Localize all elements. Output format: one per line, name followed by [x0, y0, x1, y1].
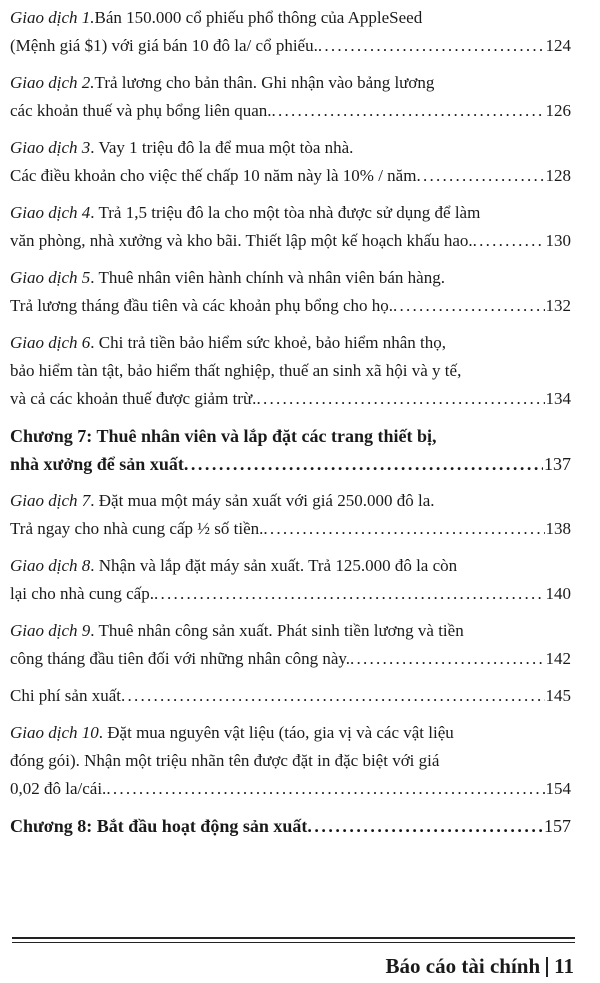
- toc-entry-line: [10, 329, 571, 357]
- toc-entry: [10, 199, 571, 255]
- footer-title: Báo cáo tài chính: [385, 954, 541, 978]
- toc-entry-label: Giao dịch 6: [10, 333, 91, 352]
- toc-page-number: 140: [545, 584, 571, 603]
- toc-entry-text: . Nhận và lắp đặt máy sản xuất. Trả 125.000 đô la còn: [90, 556, 458, 575]
- toc-entry-line: [10, 264, 571, 292]
- toc-entry-last-line: [10, 580, 571, 608]
- toc-entry-text: . Đặt mua một máy sản xuất với giá 250.000 đô la.: [90, 491, 435, 510]
- toc-entry-last-line: [10, 775, 571, 803]
- toc-entry-label: Giao dịch 3: [10, 138, 91, 157]
- toc-entry-line: [10, 69, 571, 97]
- toc-entry: [10, 719, 571, 803]
- toc-entry-text: . Thuê nhân công sản xuất. Phát sinh tiền lương và tiền: [90, 621, 464, 640]
- toc-entry-line: [10, 747, 571, 775]
- toc-page-number: 145: [545, 686, 571, 705]
- toc-page-number: 134: [545, 389, 571, 408]
- toc-entry-label: Giao dịch 10: [10, 723, 99, 742]
- toc-entry-line: [10, 487, 571, 515]
- toc-page-number: 142: [545, 649, 571, 668]
- dot-leader: [184, 450, 543, 478]
- toc-entry-line: [10, 199, 571, 227]
- toc-entry: [10, 617, 571, 673]
- dot-leader: [393, 292, 545, 320]
- dot-leader: [121, 682, 545, 710]
- dot-leader: [154, 580, 545, 608]
- toc-chapter-entry: [10, 422, 571, 478]
- toc-entry: [10, 4, 571, 60]
- dot-leader: [272, 97, 545, 125]
- toc-entry-last-line: [10, 227, 571, 255]
- toc-entry: [10, 552, 571, 608]
- toc-page-number: 154: [545, 779, 571, 798]
- toc-entry-text: đóng gói). Nhận một triệu nhãn tên được đặt in đặc biệt với giá: [10, 751, 440, 770]
- toc-entry: [10, 487, 571, 543]
- toc-entry-text: Trả lương tháng đầu tiên và các khoản phụ bổng cho họ.: [10, 296, 393, 315]
- toc-page-number: 130: [545, 231, 571, 250]
- dot-leader: [307, 812, 543, 840]
- toc-entry-last-line: [10, 385, 571, 413]
- toc-entry-label: Giao dịch 8: [10, 556, 91, 575]
- toc-entry-text: công tháng đầu tiên đối với những nhân công này.: [10, 649, 351, 668]
- toc-page-number: 124: [545, 36, 571, 55]
- toc-entry-text: . Trả 1,5 triệu đô la cho một tòa nhà được sử dụng để làm: [90, 203, 481, 222]
- toc-entry-text: 0,02 đô la/cái.: [10, 779, 107, 798]
- toc-entry-line: [10, 552, 571, 580]
- dot-leader: [318, 32, 545, 60]
- dot-leader: [473, 227, 545, 255]
- footer-separator: [546, 957, 548, 977]
- toc-page-number: 138: [545, 519, 571, 538]
- toc-entry-text: và cả các khoản thuế được giảm trừ.: [10, 389, 257, 408]
- footer-page-number: 11: [554, 954, 574, 978]
- dot-leader: [416, 162, 544, 190]
- toc-entry-line: [10, 4, 571, 32]
- toc-entry-text: . Chi trả tiền bảo hiểm sức khoẻ, bảo hiểm nhân thọ,: [90, 333, 447, 352]
- toc-entry-label: Giao dịch 7: [10, 491, 91, 510]
- dot-leader: [106, 775, 544, 803]
- toc-chapter-entry: [10, 812, 571, 840]
- footer-rule-top: [12, 937, 575, 939]
- toc-page-number: 132: [545, 296, 571, 315]
- toc-entry: [10, 264, 571, 320]
- toc-entry-text: nhà xưởng để sản xuất: [10, 454, 184, 474]
- toc-entry-last-line: [10, 32, 571, 60]
- toc-page-number: 157: [544, 816, 571, 836]
- toc-entry-last-line: [10, 812, 571, 840]
- toc-entry-label: Giao dịch 4: [10, 203, 91, 222]
- toc-entry-text: văn phòng, nhà xưởng và kho bãi. Thiết lập một kế hoạch khấu hao.: [10, 231, 473, 250]
- toc-entry-text: Chi phí sản xuất: [10, 686, 121, 705]
- toc-entry-last-line: [10, 292, 571, 320]
- dot-leader: [256, 385, 544, 413]
- toc-entry-line: [10, 422, 571, 450]
- toc-entry-text: Chương 8: Bắt đầu hoạt động sản xuất: [10, 816, 308, 836]
- page-footer: [386, 954, 574, 979]
- toc-entry-text: các khoản thuế và phụ bổng liên quan.: [10, 101, 272, 120]
- toc-entry-last-line: [10, 450, 571, 478]
- toc-entry-text: Trả lương cho bản thân. Ghi nhận vào bảng lương: [94, 73, 435, 92]
- dot-leader: [350, 645, 544, 673]
- toc-entry-last-line: [10, 645, 571, 673]
- toc-entry-last-line: [10, 682, 571, 710]
- toc-entry-text: lại cho nhà cung cấp.: [10, 584, 154, 603]
- toc-entry-label: Giao dịch 9: [10, 621, 91, 640]
- toc-entry-text: . Đặt mua nguyên vật liệu (táo, gia vị và các vật liệu: [98, 723, 454, 742]
- toc-entry-text: Bán 150.000 cổ phiếu phổ thông của AppleSeed: [94, 8, 423, 27]
- toc-entry-label: Giao dịch 5: [10, 268, 91, 287]
- toc-entry: [10, 329, 571, 413]
- toc-entry-text: . Thuê nhân viên hành chính và nhân viên bán hàng.: [90, 268, 445, 287]
- toc-entry-last-line: [10, 162, 571, 190]
- toc-page-number: 137: [544, 454, 571, 474]
- toc-entry-text: . Vay 1 triệu đô la để mua một tòa nhà.: [90, 138, 354, 157]
- toc-entry-last-line: [10, 515, 571, 543]
- toc-entry-label: Giao dịch 2.: [10, 73, 95, 92]
- toc-entry-text: Các điều khoản cho việc thế chấp 10 năm này là 10% / năm: [10, 166, 417, 185]
- toc-page-number: 126: [545, 101, 571, 120]
- dot-leader: [263, 515, 544, 543]
- toc-entry-line: [10, 617, 571, 645]
- toc-entry: [10, 134, 571, 190]
- toc-entry-line: [10, 357, 571, 385]
- table-of-contents: [10, 4, 571, 849]
- toc-entry-line: [10, 134, 571, 162]
- toc-entry-text: Trả ngay cho nhà cung cấp ½ số tiền.: [10, 519, 264, 538]
- toc-entry-line: [10, 719, 571, 747]
- toc-page-number: 128: [545, 166, 571, 185]
- toc-entry: [10, 682, 571, 710]
- toc-entry-text: bảo hiểm tàn tật, bảo hiểm thất nghiệp, thuế an sinh xã hội và y tế,: [10, 361, 462, 380]
- toc-entry: [10, 69, 571, 125]
- toc-entry-text: Chương 7: Thuê nhân viên và lắp đặt các trang thiết bị,: [10, 426, 437, 446]
- footer-rule-bottom: [12, 942, 575, 943]
- toc-entry-text: (Mệnh giá $1) với giá bán 10 đô la/ cổ phiếu.: [10, 36, 318, 55]
- toc-entry-last-line: [10, 97, 571, 125]
- toc-entry-label: Giao dịch 1.: [10, 8, 95, 27]
